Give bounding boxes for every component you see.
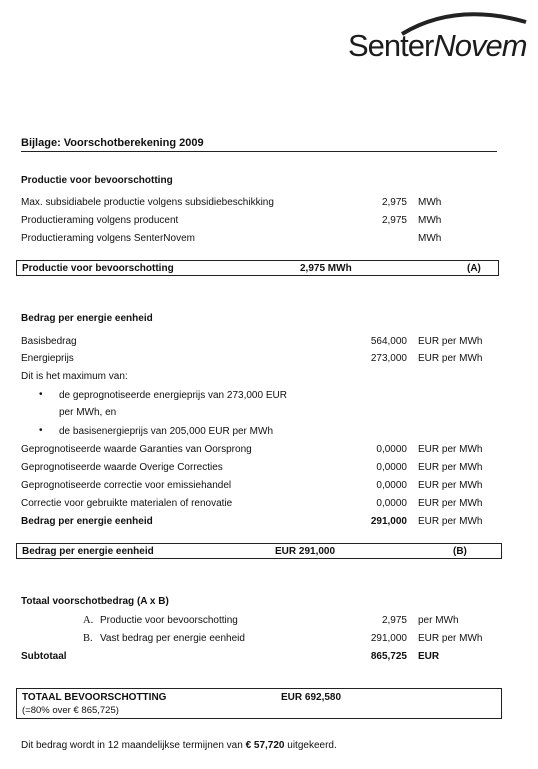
production-row-unit: MWh — [418, 215, 442, 226]
title-divider — [21, 151, 497, 152]
production-row-label: Max. subsidiabele productie volgens subsidiebeschikking — [21, 197, 274, 208]
energy-row-unit: EUR per MWh — [418, 444, 483, 455]
energy-summary-box — [16, 543, 502, 559]
energy-box-tag: (B) — [453, 546, 467, 557]
max-intro: Dit is het maximum van: — [21, 371, 128, 382]
production-row-value: 2,975 — [381, 197, 407, 208]
item-letter: B. — [83, 633, 93, 644]
energy-row-label: Geprognotiseerde waarde Overige Correcties — [21, 462, 223, 473]
energy-row-label: Energieprijs — [21, 353, 74, 364]
subtotal-value: 865,725 — [370, 651, 407, 662]
bullet-dot: • — [39, 389, 43, 400]
energy-row-unit: EUR per MWh — [418, 480, 483, 491]
production-heading: Productie voor bevoorschotting — [21, 175, 173, 186]
energy-row-label: Correctie voor gebruikte materialen of renovatie — [21, 498, 233, 509]
bullet-line: de geprognotiseerde energieprijs van 273,000 EUR — [59, 390, 287, 401]
energy-row-value: 0,0000 — [376, 462, 407, 473]
energy-total-unit: EUR per MWh — [418, 516, 483, 527]
production-box-tag: (A) — [467, 263, 481, 274]
footer-text: Dit bedrag wordt in 12 maandelijkse termijnen van — [21, 740, 246, 751]
item-label: Productie voor bevoorschotting — [100, 615, 238, 626]
footer-amount: € 57,720 — [245, 740, 285, 751]
total-box-value: EUR 692,580 — [281, 692, 342, 703]
production-row-value: 2,975 — [381, 215, 407, 226]
subtotal-label: Subtotaal — [21, 651, 67, 662]
total-box-label: TOTAAL BEVOORSCHOTTING — [22, 692, 167, 703]
energy-row-label: Geprognotiseerde correctie voor emissiehandel — [21, 480, 232, 491]
bullet-line: per MWh, en — [59, 407, 117, 418]
energy-row-unit: EUR per MWh — [418, 336, 483, 347]
bullet-dot: • — [39, 425, 43, 436]
energy-box-label: Bedrag per energie eenheid — [22, 546, 154, 557]
production-box-value: 2,975 MWh — [300, 263, 352, 274]
energy-row-value: 273,000 — [370, 353, 407, 364]
page-title: Bijlage: Voorschotberekening 2009 — [21, 137, 204, 149]
production-row-label: Productieraming volgens SenterNovem — [21, 233, 195, 244]
energy-total-value: 291,000 — [370, 516, 407, 527]
energy-row-value: 564,000 — [370, 336, 407, 347]
energy-box-value: EUR 291,000 — [275, 546, 336, 557]
energy-row-label: Basisbedrag — [21, 336, 77, 347]
energy-total-label: Bedrag per energie eenheid — [21, 516, 153, 527]
energy-heading: Bedrag per energie eenheid — [21, 313, 153, 324]
item-unit: per MWh — [418, 615, 459, 626]
energy-row-unit: EUR per MWh — [418, 353, 483, 364]
footer-sentence — [21, 740, 337, 751]
production-row-unit: MWh — [418, 197, 442, 208]
energy-row-value: 0,0000 — [376, 444, 407, 455]
total-heading: Totaal voorschotbedrag (A x B) — [21, 596, 169, 607]
total-box-note: (=80% over € 865,725) — [22, 705, 119, 716]
energy-row-label: Geprognotiseerde waarde Garanties van Oorsprong — [21, 444, 252, 455]
footer-text-end: uitgekeerd. — [284, 740, 337, 751]
energy-row-value: 0,0000 — [376, 480, 407, 491]
logo-part2: Novem — [433, 28, 527, 63]
energy-row-unit: EUR per MWh — [418, 498, 483, 509]
item-value: 2,975 — [381, 615, 407, 626]
logo-text — [348, 28, 527, 64]
production-row-unit: MWh — [418, 233, 442, 244]
item-value: 291,000 — [370, 633, 407, 644]
item-letter: A. — [83, 615, 94, 626]
item-label: Vast bedrag per energie eenheid — [100, 633, 245, 644]
item-unit: EUR per MWh — [418, 633, 483, 644]
production-row-label: Productieraming volgens producent — [21, 215, 179, 226]
total-summary-box — [16, 688, 502, 719]
energy-row-unit: EUR per MWh — [418, 462, 483, 473]
subtotal-unit: EUR — [418, 651, 440, 662]
production-box-label: Productie voor bevoorschotting — [22, 263, 174, 274]
production-summary-box — [16, 260, 499, 276]
energy-row-value: 0,0000 — [376, 498, 407, 509]
logo-part1: Senter — [348, 28, 434, 63]
bullet-line: de basisenergieprijs van 205,000 EUR per MWh — [59, 426, 273, 437]
